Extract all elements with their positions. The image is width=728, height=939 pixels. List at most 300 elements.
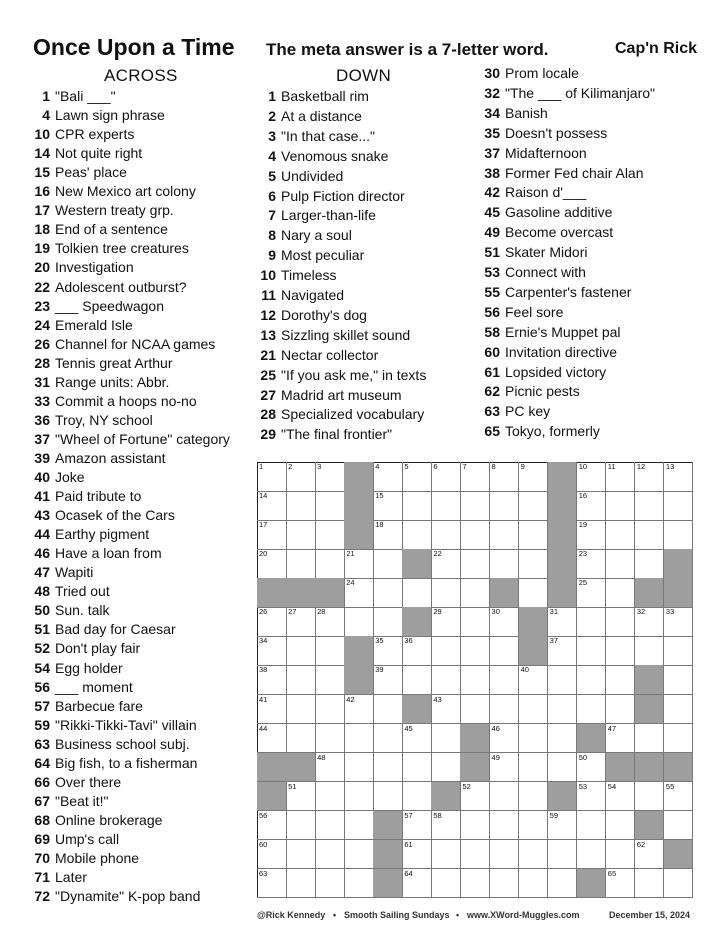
grid-cell[interactable] (431, 636, 461, 666)
crossword-grid[interactable] (257, 462, 693, 898)
grid-cell[interactable] (606, 695, 636, 725)
down-clue-text: Ernie's Muppet pal (505, 323, 621, 340)
grid-cell[interactable] (606, 665, 636, 695)
across-clue[interactable] (30, 145, 142, 162)
black-square (402, 549, 432, 579)
grid-cell[interactable] (577, 782, 607, 812)
across-clue[interactable] (30, 717, 197, 734)
grid-cell[interactable] (664, 869, 694, 899)
grid-cell[interactable] (315, 869, 345, 899)
grid-cell[interactable] (315, 462, 345, 492)
grid-cell[interactable] (490, 520, 520, 550)
grid-cell[interactable] (606, 549, 636, 579)
grid-cell[interactable] (635, 840, 665, 870)
grid-cell[interactable] (373, 695, 403, 725)
down-clue[interactable] (479, 344, 617, 361)
grid-cell[interactable] (373, 578, 403, 608)
grid-cell[interactable] (635, 549, 665, 579)
grid-cell[interactable] (606, 869, 636, 899)
grid-cell[interactable] (460, 665, 490, 695)
across-clue[interactable] (30, 469, 85, 486)
across-clue[interactable] (30, 183, 196, 200)
grid-cell[interactable] (315, 811, 345, 841)
down-clue[interactable] (479, 204, 612, 221)
grid-cell[interactable] (577, 753, 607, 783)
grid-cell[interactable] (402, 869, 432, 899)
across-clue[interactable] (30, 850, 139, 867)
grid-cell[interactable] (286, 869, 316, 899)
grid-cell[interactable] (606, 491, 636, 521)
grid-cell[interactable] (635, 636, 665, 666)
across-clue[interactable] (30, 888, 200, 905)
across-clue[interactable] (30, 259, 134, 276)
grid-cell[interactable] (606, 724, 636, 754)
grid-cell[interactable] (460, 636, 490, 666)
grid-cell[interactable] (635, 724, 665, 754)
grid-cell[interactable] (286, 549, 316, 579)
grid-cell[interactable] (431, 578, 461, 608)
grid-cell[interactable] (286, 607, 316, 637)
grid-cell[interactable] (286, 636, 316, 666)
grid-cell[interactable] (664, 695, 694, 725)
grid-cell[interactable] (519, 811, 549, 841)
down-clue[interactable] (257, 227, 352, 244)
down-clue[interactable] (479, 284, 631, 301)
grid-cell[interactable] (606, 520, 636, 550)
across-clue[interactable] (30, 412, 153, 429)
across-clue[interactable] (30, 640, 140, 657)
across-clue[interactable] (30, 298, 164, 315)
cell-number: 4 (375, 462, 380, 471)
grid-cell[interactable] (490, 869, 520, 899)
down-clue-number: 30 (484, 65, 500, 81)
grid-cell[interactable] (431, 491, 461, 521)
grid-cell[interactable] (577, 811, 607, 841)
grid-cell[interactable] (606, 840, 636, 870)
down-clue-text: Lopsided victory (505, 363, 607, 380)
grid-cell[interactable] (664, 520, 694, 550)
grid-cell[interactable] (606, 578, 636, 608)
down-clue[interactable] (257, 88, 369, 105)
grid-cell[interactable] (286, 520, 316, 550)
across-clue[interactable] (30, 488, 141, 505)
grid-cell[interactable] (315, 665, 345, 695)
grid-cell[interactable] (577, 665, 607, 695)
black-square (373, 869, 403, 899)
grid-cell[interactable] (490, 636, 520, 666)
grid-cell[interactable] (286, 462, 316, 492)
grid-cell[interactable] (315, 753, 345, 783)
grid-cell[interactable] (519, 549, 549, 579)
grid-cell[interactable] (490, 724, 520, 754)
down-clue[interactable] (257, 108, 362, 125)
grid-cell[interactable] (402, 840, 432, 870)
down-clue[interactable] (479, 383, 580, 400)
down-clue[interactable] (479, 125, 607, 142)
grid-cell[interactable] (257, 724, 287, 754)
across-clue[interactable] (30, 602, 109, 619)
grid-cell[interactable] (257, 549, 287, 579)
grid-cell[interactable] (315, 782, 345, 812)
grid-cell[interactable] (402, 665, 432, 695)
grid-cell[interactable] (315, 491, 345, 521)
grid-cell[interactable] (402, 462, 432, 492)
grid-cell[interactable] (577, 840, 607, 870)
across-clue[interactable] (30, 202, 174, 219)
grid-cell[interactable] (257, 607, 287, 637)
grid-cell[interactable] (286, 724, 316, 754)
grid-cell[interactable] (519, 520, 549, 550)
across-clue[interactable] (30, 774, 121, 791)
grid-cell[interactable] (460, 607, 490, 637)
cell-number: 23 (578, 549, 588, 559)
black-square (460, 724, 490, 754)
cell-number: 31 (549, 607, 558, 617)
grid-cell[interactable] (373, 607, 403, 637)
grid-cell[interactable] (402, 578, 432, 608)
grid-cell[interactable] (490, 840, 520, 870)
grid-cell[interactable] (257, 869, 287, 899)
grid-cell[interactable] (315, 636, 345, 666)
grid-cell[interactable] (315, 724, 345, 754)
across-clue[interactable] (30, 869, 87, 886)
grid-cell[interactable] (548, 811, 578, 841)
grid-cell[interactable] (431, 695, 461, 725)
grid-cell[interactable] (402, 753, 432, 783)
grid-cell[interactable] (460, 491, 490, 521)
grid-cell[interactable] (344, 782, 374, 812)
down-clue[interactable] (257, 188, 405, 205)
grid-cell[interactable] (460, 462, 490, 492)
grid-cell[interactable] (577, 462, 607, 492)
across-clue[interactable] (30, 755, 197, 772)
grid-cell[interactable] (606, 811, 636, 841)
grid-cell[interactable] (373, 665, 403, 695)
grid-cell[interactable] (460, 840, 490, 870)
grid-cell[interactable] (373, 753, 403, 783)
grid-cell[interactable] (315, 549, 345, 579)
grid-cell[interactable] (519, 491, 549, 521)
grid-cell[interactable] (402, 636, 432, 666)
grid-cell[interactable] (577, 636, 607, 666)
down-clue[interactable] (257, 426, 392, 443)
across-clue[interactable] (30, 393, 197, 410)
across-clue-text: Paid tribute to (55, 488, 142, 505)
down-clue[interactable] (257, 267, 337, 284)
down-clue[interactable] (479, 145, 587, 162)
grid-cell[interactable] (519, 578, 549, 608)
grid-cell[interactable] (664, 724, 694, 754)
down-clue[interactable] (479, 264, 586, 281)
grid-cell[interactable] (431, 665, 461, 695)
grid-cell[interactable] (635, 462, 665, 492)
grid-cell[interactable] (664, 811, 694, 841)
grid-cell[interactable] (344, 724, 374, 754)
grid-cell[interactable] (606, 607, 636, 637)
down-clue-text: "The final frontier" (281, 426, 393, 443)
grid-cell[interactable] (257, 695, 287, 725)
grid-cell[interactable] (519, 724, 549, 754)
down-clue[interactable] (479, 364, 606, 381)
grid-cell[interactable] (315, 695, 345, 725)
grid-cell[interactable] (402, 491, 432, 521)
grid-cell[interactable] (490, 782, 520, 812)
grid-cell[interactable] (519, 782, 549, 812)
grid-cell[interactable] (402, 811, 432, 841)
grid-cell[interactable] (519, 695, 549, 725)
down-clue-text: Navigated (281, 287, 345, 303)
grid-cell[interactable] (402, 782, 432, 812)
across-clue-text: CPR experts (55, 126, 135, 143)
grid-cell[interactable] (431, 869, 461, 899)
grid-cell[interactable] (257, 636, 287, 666)
grid-cell[interactable] (257, 840, 287, 870)
grid-cell[interactable] (460, 782, 490, 812)
across-clue-number: 69 (34, 830, 50, 847)
grid-cell[interactable] (519, 753, 549, 783)
across-clue[interactable] (30, 450, 166, 467)
grid-cell[interactable] (315, 520, 345, 550)
down-clue[interactable] (479, 403, 550, 420)
cell-number: 8 (491, 462, 496, 471)
grid-cell[interactable] (577, 578, 607, 608)
down-clue[interactable] (257, 327, 410, 344)
across-clue[interactable] (30, 526, 149, 543)
grid-cell[interactable] (460, 520, 490, 550)
grid-cell[interactable] (286, 491, 316, 521)
grid-cell[interactable] (344, 811, 374, 841)
across-clue[interactable] (30, 793, 109, 810)
black-square (460, 753, 490, 783)
down-heading: DOWN (336, 66, 392, 85)
grid-cell[interactable] (548, 840, 578, 870)
across-clue[interactable] (30, 679, 133, 696)
across-clue-number: 67 (34, 792, 50, 809)
footer-bullet: • (456, 910, 460, 920)
grid-cell[interactable] (490, 753, 520, 783)
grid-cell[interactable] (373, 462, 403, 492)
black-square (548, 782, 578, 812)
across-clue-text: Sun. talk (55, 602, 110, 619)
down-clue[interactable] (257, 207, 376, 224)
grid-cell[interactable] (315, 607, 345, 637)
grid-cell[interactable] (286, 811, 316, 841)
down-clue[interactable] (257, 387, 402, 404)
grid-cell[interactable] (431, 520, 461, 550)
grid-cell[interactable] (373, 782, 403, 812)
down-clue[interactable] (479, 165, 644, 182)
down-clue[interactable] (479, 65, 579, 82)
grid-cell[interactable] (577, 491, 607, 521)
down-clue[interactable] (257, 148, 388, 165)
across-clue[interactable] (30, 336, 215, 353)
cell-number: 39 (375, 665, 384, 675)
grid-cell[interactable] (635, 782, 665, 812)
grid-cell[interactable] (548, 724, 578, 754)
grid-cell[interactable] (548, 665, 578, 695)
down-clue[interactable] (257, 128, 375, 145)
down-clue[interactable] (257, 347, 378, 364)
across-clue[interactable] (30, 221, 168, 238)
grid-cell[interactable] (344, 695, 374, 725)
grid-cell[interactable] (606, 636, 636, 666)
grid-cell[interactable] (664, 636, 694, 666)
grid-cell[interactable] (460, 869, 490, 899)
grid-cell[interactable] (257, 491, 287, 521)
across-clue[interactable] (30, 107, 165, 124)
across-clue[interactable] (30, 431, 230, 448)
grid-cell[interactable] (606, 782, 636, 812)
down-clue[interactable] (479, 85, 655, 102)
down-clue[interactable] (257, 168, 343, 185)
grid-cell[interactable] (548, 753, 578, 783)
grid-cell[interactable] (344, 578, 374, 608)
puzzle-title: Once Upon a Time (33, 34, 235, 60)
black-square (344, 665, 374, 695)
grid-cell[interactable] (373, 636, 403, 666)
across-clue-number: 22 (34, 278, 50, 295)
grid-cell[interactable] (664, 782, 694, 812)
grid-cell[interactable] (606, 462, 636, 492)
across-clue[interactable] (30, 621, 176, 638)
grid-cell[interactable] (402, 724, 432, 754)
grid-cell[interactable] (577, 695, 607, 725)
across-clue[interactable] (30, 698, 143, 715)
grid-cell[interactable] (286, 782, 316, 812)
grid-cell[interactable] (460, 549, 490, 579)
footer-copyright: @Rick Kennedy (257, 910, 326, 920)
grid-cell[interactable] (490, 695, 520, 725)
grid-cell[interactable] (664, 462, 694, 492)
down-clue[interactable] (479, 184, 586, 201)
grid-cell[interactable] (490, 462, 520, 492)
grid-cell[interactable] (431, 462, 461, 492)
across-clue[interactable] (30, 240, 189, 257)
grid-cell[interactable] (577, 520, 607, 550)
grid-cell[interactable] (257, 520, 287, 550)
grid-cell[interactable] (431, 724, 461, 754)
grid-cell[interactable] (519, 665, 549, 695)
grid-cell[interactable] (548, 636, 578, 666)
down-clue[interactable] (479, 105, 548, 122)
grid-cell[interactable] (490, 491, 520, 521)
grid-cell[interactable] (460, 578, 490, 608)
grid-cell[interactable] (577, 607, 607, 637)
across-clue-number: 16 (34, 183, 50, 200)
down-clue[interactable] (479, 244, 587, 261)
grid-cell[interactable] (373, 549, 403, 579)
grid-cell[interactable] (373, 724, 403, 754)
grid-cell[interactable] (431, 607, 461, 637)
grid-cell[interactable] (373, 520, 403, 550)
across-clue[interactable] (30, 88, 116, 105)
down-clue[interactable] (257, 247, 364, 264)
grid-cell[interactable] (490, 549, 520, 579)
across-clue[interactable] (30, 317, 133, 334)
grid-cell[interactable] (257, 665, 287, 695)
grid-cell[interactable] (519, 462, 549, 492)
down-clue[interactable] (257, 287, 344, 304)
grid-cell[interactable] (460, 811, 490, 841)
down-clue[interactable] (257, 406, 424, 423)
grid-cell[interactable] (519, 840, 549, 870)
down-clue[interactable] (479, 324, 621, 341)
grid-cell[interactable] (548, 869, 578, 899)
grid-cell[interactable] (315, 840, 345, 870)
grid-cell[interactable] (490, 607, 520, 637)
across-clue[interactable] (30, 374, 169, 391)
across-clue[interactable] (30, 564, 93, 581)
across-clue[interactable] (30, 545, 162, 562)
black-square (664, 549, 694, 579)
across-clue[interactable] (30, 583, 110, 600)
grid-cell[interactable] (431, 811, 461, 841)
across-clue[interactable] (30, 660, 123, 677)
across-clue[interactable] (30, 279, 187, 296)
grid-cell[interactable] (635, 491, 665, 521)
grid-cell[interactable] (635, 520, 665, 550)
grid-cell[interactable] (257, 462, 287, 492)
down-clue[interactable] (479, 224, 613, 241)
grid-cell[interactable] (286, 840, 316, 870)
grid-cell[interactable] (344, 607, 374, 637)
across-clue[interactable] (30, 355, 173, 372)
across-clue[interactable] (30, 126, 134, 143)
cell-number: 34 (259, 636, 268, 646)
grid-cell[interactable] (664, 491, 694, 521)
across-clue[interactable] (30, 812, 162, 829)
down-clue-number: 2 (268, 107, 276, 124)
black-square (286, 578, 316, 608)
down-clue[interactable] (479, 423, 600, 440)
grid-cell[interactable] (431, 549, 461, 579)
grid-cell[interactable] (664, 665, 694, 695)
across-clue-number: 37 (34, 430, 50, 447)
grid-cell[interactable] (460, 695, 490, 725)
grid-cell[interactable] (344, 869, 374, 899)
grid-cell[interactable] (635, 607, 665, 637)
across-clue[interactable] (30, 164, 127, 181)
grid-cell[interactable] (577, 549, 607, 579)
across-clue[interactable] (30, 507, 175, 524)
down-clue[interactable] (257, 367, 426, 384)
grid-cell[interactable] (490, 811, 520, 841)
grid-cell[interactable] (373, 491, 403, 521)
grid-cell[interactable] (286, 665, 316, 695)
across-clue[interactable] (30, 831, 119, 848)
grid-cell[interactable] (548, 607, 578, 637)
grid-cell[interactable] (635, 869, 665, 899)
grid-cell[interactable] (548, 695, 578, 725)
grid-cell[interactable] (402, 520, 432, 550)
grid-cell[interactable] (286, 695, 316, 725)
grid-cell[interactable] (431, 753, 461, 783)
grid-cell[interactable] (490, 665, 520, 695)
down-clue[interactable] (257, 307, 367, 324)
grid-cell[interactable] (344, 840, 374, 870)
grid-cell[interactable] (344, 549, 374, 579)
grid-cell[interactable] (519, 869, 549, 899)
grid-cell[interactable] (344, 753, 374, 783)
grid-cell[interactable] (431, 840, 461, 870)
across-clue-text: ___ Speedwagon (55, 297, 164, 314)
grid-cell[interactable] (257, 811, 287, 841)
down-clue[interactable] (479, 304, 563, 321)
cell-number: 33 (665, 607, 675, 617)
black-square (635, 695, 665, 725)
across-clue[interactable] (30, 736, 190, 753)
grid-cell[interactable] (664, 607, 694, 637)
